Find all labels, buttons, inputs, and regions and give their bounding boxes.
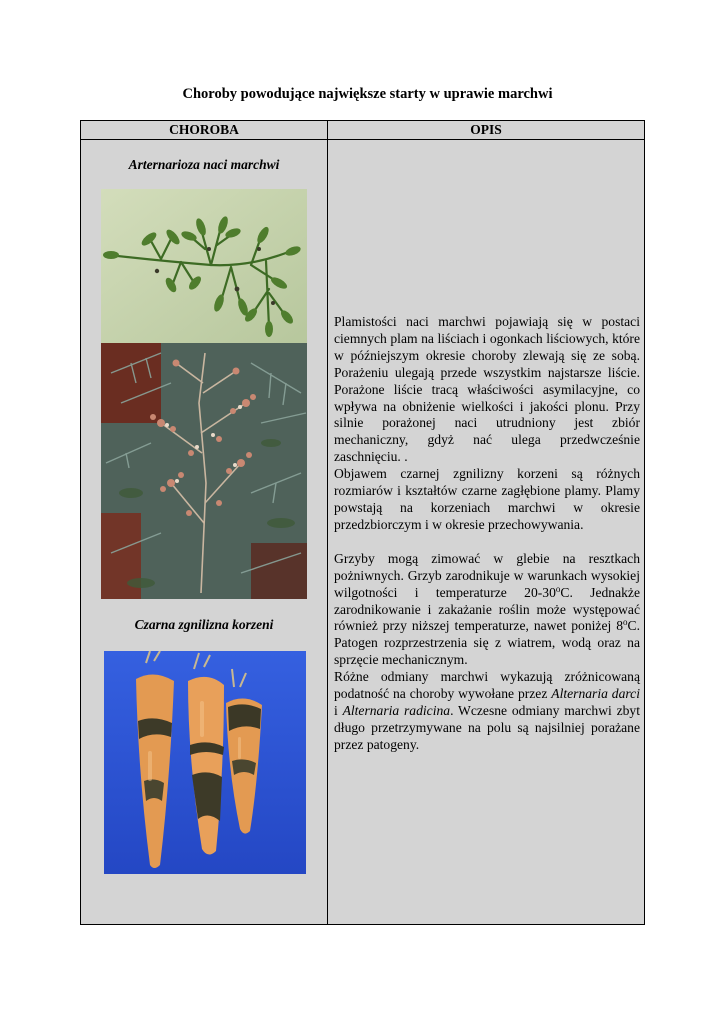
disease-table: [80, 120, 645, 925]
p3-text-c: C. Patogen rozprzestrzenia się z wiatrem, wodą oraz na sprzęcie mechanicznym.: [334, 618, 640, 668]
carrot-foliage-blight-photo: [101, 343, 307, 599]
disease-name-black-rot: Czarna zgnilizna korzeni: [134, 617, 274, 632]
p4-text-b: i: [334, 702, 343, 718]
disease-name-alternaria: Arternarioza naci marchwi: [128, 157, 280, 172]
column-divider: [327, 121, 328, 924]
species-alternaria-darci: Alternaria darci: [551, 686, 640, 702]
description-paragraph-3: [334, 551, 640, 669]
description-paragraph-2: Objawem czarnej zgnilizny korzeni są różnych rozmiarów i kształtów czarne zagłębione plamy. Plamy powstają na korzeniach marchwi w okresie przedzbiorczym i w okresie przechowywania.: [334, 466, 640, 532]
header-choroba: CHOROBA: [169, 122, 239, 137]
p3-text-a: Grzyby mogą zimować w glebie na resztkach pożniwnych. Grzyb zarodnikuje w warunkach wysokiej wilgotności i temperaturze 20-30: [334, 550, 640, 600]
species-alternaria-radicina: Alternaria radicina: [342, 702, 451, 718]
carrot-leaf-spotted-photo: [101, 189, 307, 343]
header-opis: OPIS: [470, 122, 502, 137]
degree-sup-2: o: [623, 617, 628, 628]
rotted-carrots-photo: [104, 651, 306, 874]
degree-sup-1: o: [555, 583, 561, 594]
paragraph-spacer: [334, 534, 640, 551]
description-paragraph-4: [334, 669, 640, 754]
page-title: Choroby powodujące największe starty w uprawie marchwi: [182, 86, 553, 102]
p4-text-a: Różne odmiany marchwi wykazują zróżnicowaną podatność na choroby wywołane przez: [334, 669, 640, 702]
table-header-row: [81, 121, 644, 140]
disease-description: [334, 314, 640, 754]
p3-text-b: C. Jednakże zarodnikowanie i zakażanie roślin może występować również przy niższej temperaturze, nawet poniżej 8: [334, 584, 640, 634]
p4-text-c: . Wczesne odmiany marchwi zbyt długo przetrzymywane na polu są najsilniej porażane przez patogeny.: [334, 702, 640, 752]
description-paragraph-1: Plamistości naci marchwi pojawiają się w postaci ciemnych plam na liściach i ogonkach liściowych, które w późniejszym okresie choroby zlewają się ze sobą. Porażeniu ulegają przede wszystkim najstarsze liście. Porażone liście tracą właściwości asymilacyjne, co wpływa na obniżenie wielkości i jakości plonu. Przy silnie porażonej naci utrudniony jest zbiór mechaniczny, gdyż nać ulega przedwcześnie zaschnięciu. .: [334, 314, 640, 465]
